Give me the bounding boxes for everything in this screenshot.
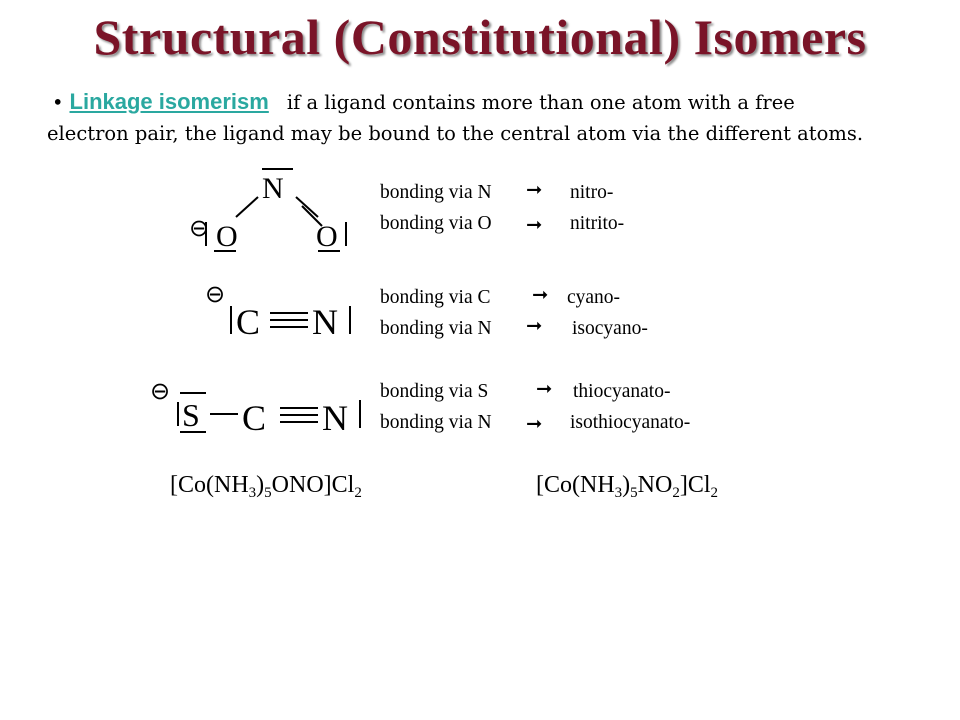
linkage-isomerism-link[interactable]: Linkage isomerism [69,89,269,114]
arrow-right-icon: ➞ [526,215,543,236]
arrow-right-icon: ➞ [536,379,553,400]
formula-subscript: 2 [354,485,362,501]
formula-subscript: 3 [248,485,257,501]
formula-part: ]Cl [679,472,711,498]
charge-icon: ⊖ [205,282,226,308]
cyanide-structure [205,282,350,342]
atom-c: C [242,398,267,438]
ligand-name: nitro- [570,182,614,203]
atom-c: C [236,302,261,342]
nitrite-structure [189,169,346,253]
arrow-right-icon: ➞ [526,316,543,337]
intro-text-line2: electron pair, the ligand may be bound to the central atom via the different atoms. [47,122,864,145]
ligand-name: thiocyanato- [573,381,671,402]
formula-subscript: 5 [264,485,272,501]
thiocyanate-structure [150,379,360,438]
bonding-via: bonding via N [380,182,492,203]
page-title: Structural (Constitutional) Isomers [93,9,867,65]
bonding-via: bonding via C [380,287,491,308]
formula-nitrito-complex [170,472,362,502]
formula-subscript: 2 [710,485,718,501]
atom-s: S [182,397,200,433]
bullet-marker: • [52,91,64,114]
atom-n: N [312,302,338,342]
formula-part: ONO]Cl [271,472,355,498]
ligand-name: cyano- [567,287,621,308]
formula-part: [Co(NH [536,472,615,498]
formula-part: ) [622,472,631,498]
ligand-name: isothiocyanato- [570,412,691,433]
formula-subscript: 5 [630,485,638,501]
formula-part: ) [256,472,265,498]
bonding-via: bonding via N [380,318,492,339]
atom-o-left: O [216,220,238,253]
formula-part: [Co(NH [170,472,249,498]
ligand-name: nitrito- [570,213,625,234]
arrow-right-icon: ➞ [526,180,543,201]
charge-icon: ⊖ [150,379,171,405]
atom-n: N [322,398,348,438]
formula-subscript: 3 [614,485,623,501]
ligand-name: isocyano- [572,318,648,339]
formula-nitro-complex [536,472,718,502]
bonding-via: bonding via O [380,213,492,234]
arrow-right-icon: ➞ [526,414,543,435]
formula-subscript: 2 [672,485,680,501]
atom-o-right: O [316,220,338,253]
bonding-via: bonding via N [380,412,492,433]
atom-n: N [262,172,284,205]
formula-part: NO [637,472,673,498]
intro-text-line1: if a ligand contains more than one atom with a free [286,91,795,114]
bonding-via: bonding via S [380,381,489,402]
arrow-right-icon: ➞ [532,285,549,306]
charge-icon: ⊖ [189,216,210,242]
